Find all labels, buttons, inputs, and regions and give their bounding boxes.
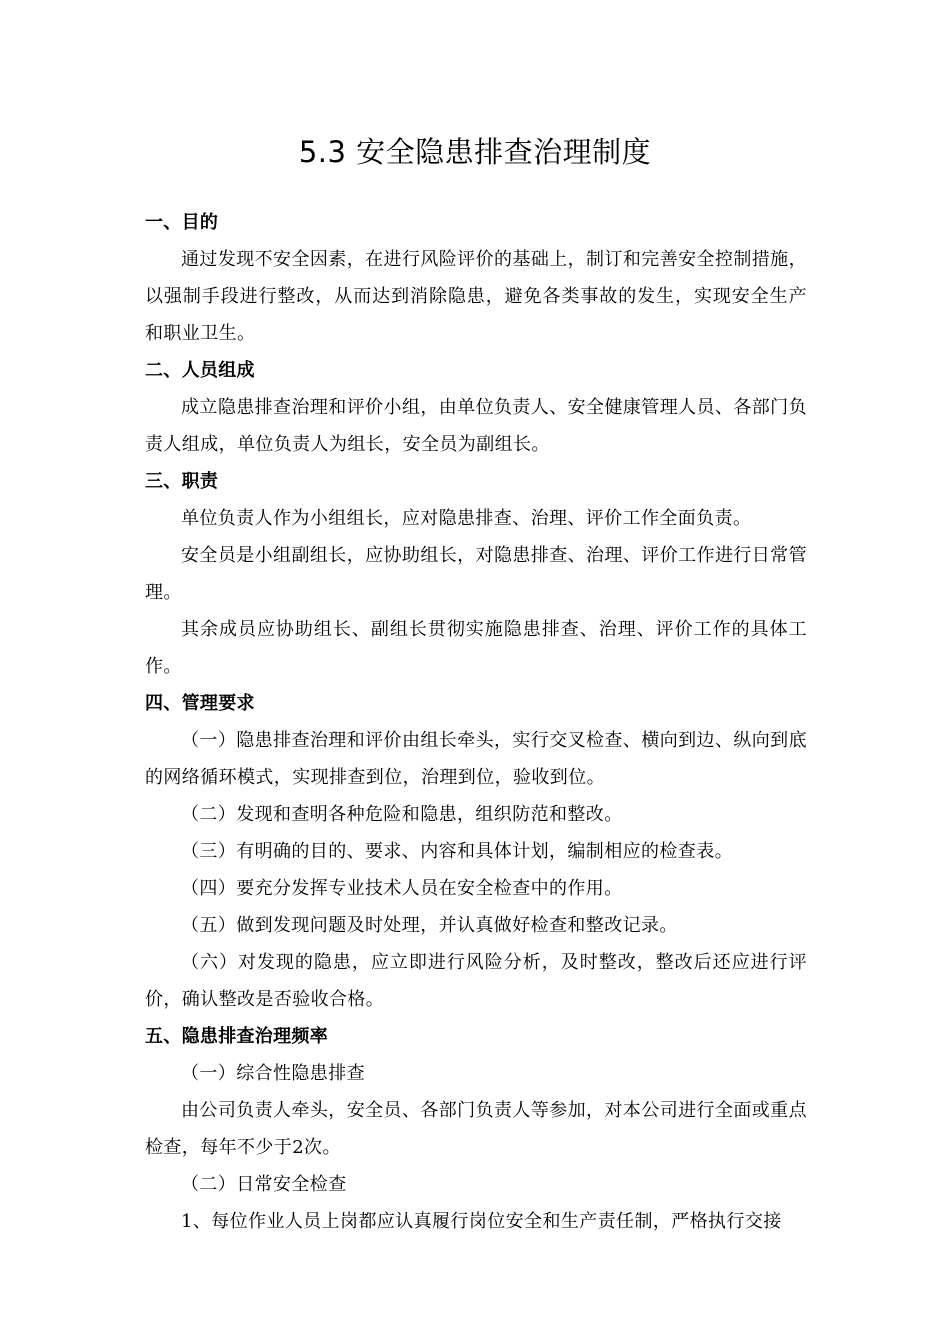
paragraph: 成立隐患排查治理和评价小组，由单位负责人、安全健康管理人员、各部门负责人组成，单位负责人为组长，安全员为副组长。 — [145, 397, 807, 455]
paragraph: （一）隐患排查治理和评价由组长牵头，实行交叉检查、横向到边、纵向到底的网络循环模式，实现排查到位，治理到位，验收到位。 — [145, 730, 807, 788]
paragraph: （一）综合性隐患排查 — [181, 1063, 365, 1084]
section-heading: 一、目的 — [145, 212, 219, 233]
section-management-requirements — [145, 685, 807, 1018]
page-title: 5.3 安全隐患排查治理制度 — [298, 135, 652, 169]
paragraph: （三）有明确的目的、要求、内容和具体计划，编制相应的检查表。 — [181, 841, 733, 862]
section-members — [145, 352, 807, 463]
paragraph: 安全员是小组副组长，应协助组长，对隐患排查、治理、评价工作进行日常管理。 — [145, 545, 807, 603]
section-inspection-frequency — [145, 1018, 807, 1240]
paragraph: （六）对发现的隐患，应立即进行风险分析，及时整改，整改后还应进行评价，确认整改是否验收合格。 — [145, 952, 807, 1010]
paragraph: （二）日常安全检查 — [181, 1174, 347, 1195]
section-heading: 三、职责 — [145, 471, 219, 492]
section-purpose — [145, 204, 807, 352]
section-heading: 四、管理要求 — [145, 693, 255, 714]
section-heading: 二、人员组成 — [145, 360, 255, 381]
paragraph: 通过发现不安全因素，在进行风险评价的基础上，制订和完善安全控制措施，以强制手段进行整改，从而达到消除隐患，避免各类事故的发生，实现安全生产和职业卫生。 — [145, 249, 807, 344]
paragraph: 1、每位作业人员上岗都应认真履行岗位安全和生产责任制，严格执行交接 — [181, 1211, 782, 1232]
paragraph: 其余成员应协助组长、副组长贯彻实施隐患排查、治理、评价工作的具体工作。 — [145, 619, 807, 677]
document-body — [145, 204, 807, 1240]
paragraph: （五）做到发现问题及时处理，并认真做好检查和整改记录。 — [181, 915, 678, 936]
section-duties — [145, 463, 807, 685]
section-heading: 五、隐患排查治理频率 — [145, 1026, 328, 1047]
paragraph: （二）发现和查明各种危险和隐患，组织防范和整改。 — [181, 804, 623, 825]
paragraph: 由公司负责人牵头，安全员、各部门负责人等参加，对本公司进行全面或重点检查，每年不少于2次。 — [145, 1100, 807, 1158]
paragraph: 单位负责人作为小组组长，应对隐患排查、治理、评价工作全面负责。 — [181, 508, 752, 529]
paragraph: （四）要充分发挥专业技术人员在安全检查中的作用。 — [181, 878, 623, 899]
